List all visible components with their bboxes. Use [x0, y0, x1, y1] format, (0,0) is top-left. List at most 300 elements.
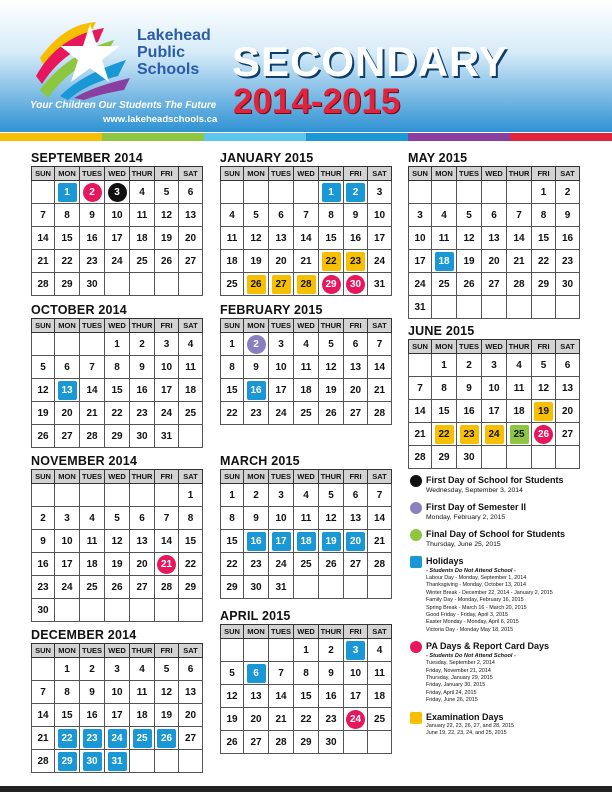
- day-cell: [556, 204, 580, 227]
- day-cell: [482, 423, 507, 446]
- day-number: [34, 484, 53, 503]
- week-row: [221, 402, 392, 425]
- day-cell: [319, 181, 344, 204]
- day-cell: [409, 204, 432, 227]
- weekday-header: TUES: [269, 625, 294, 639]
- day-number: 18: [373, 690, 386, 702]
- day-number: 13: [184, 209, 197, 221]
- week-row: [32, 181, 203, 204]
- day-number: 2: [346, 183, 365, 202]
- day-cell: [294, 507, 319, 530]
- day-cell: [344, 507, 368, 530]
- day-cell: [244, 356, 269, 379]
- day-cell: [55, 273, 80, 296]
- legend: [410, 474, 606, 744]
- day-cell: [179, 356, 203, 379]
- day-number: 1: [303, 644, 309, 656]
- day-cell: [482, 377, 507, 400]
- day-number: 15: [111, 384, 123, 396]
- day-number: 6: [139, 512, 145, 524]
- day-number: 25: [438, 278, 450, 290]
- day-cell: [179, 333, 203, 356]
- day-cell: [244, 662, 269, 685]
- day-cell: [179, 379, 203, 402]
- legend-line: Friday, November 21, 2014: [426, 667, 491, 674]
- weekday-header: SUN: [32, 470, 55, 484]
- day-number: 17: [488, 405, 500, 417]
- legend-holidays-note: - Students Do Not Attend School -: [426, 568, 516, 574]
- day-cell: [269, 576, 294, 599]
- calendar-january: [220, 150, 392, 296]
- day-number: 14: [300, 232, 312, 244]
- day-cell: [32, 704, 55, 727]
- day-number: 13: [184, 686, 197, 698]
- day-cell: [294, 356, 319, 379]
- day-number: 24: [414, 278, 426, 290]
- weekday-header: WED: [105, 167, 130, 181]
- day-number: 20: [275, 255, 287, 267]
- legend-line: Friday, January 30, 2015: [426, 682, 486, 689]
- month-grid: [408, 339, 580, 469]
- week-row: [221, 507, 392, 530]
- day-cell: [80, 681, 105, 704]
- month-title: JANUARY 2015: [220, 151, 314, 165]
- weekday-header: TUES: [80, 167, 105, 181]
- weekday-header: MON: [244, 167, 269, 181]
- week-row: [32, 402, 203, 425]
- day-number: 24: [373, 255, 386, 267]
- day-number: 25: [300, 558, 312, 570]
- day-number: 1: [187, 489, 194, 501]
- week-row: [32, 425, 203, 448]
- day-number: 16: [349, 232, 362, 244]
- day-cell: [221, 662, 244, 685]
- day-number: 1: [58, 183, 77, 202]
- day-number: 4: [303, 489, 309, 501]
- day-cell: [105, 658, 130, 681]
- day-number: 31: [414, 301, 426, 313]
- day-cell: [32, 227, 55, 250]
- day-cell: [409, 446, 432, 469]
- day-number: 7: [163, 512, 170, 524]
- day-number: 5: [40, 361, 46, 373]
- day-cell: [409, 273, 432, 296]
- weekday-header: SUN: [221, 319, 244, 333]
- day-cell: [55, 402, 80, 425]
- day-number: 5: [540, 359, 547, 371]
- day-cell: [432, 296, 457, 319]
- day-number: 22: [61, 255, 73, 267]
- day-number: 8: [114, 361, 120, 373]
- day-cell: [155, 658, 179, 681]
- day-number: 25: [86, 581, 98, 593]
- weekday-header: TUES: [457, 340, 482, 354]
- day-cell: [55, 553, 80, 576]
- day-number: 7: [516, 209, 522, 221]
- day-number: 23: [250, 558, 262, 570]
- day-number: 2: [247, 335, 266, 354]
- week-row: [409, 181, 580, 204]
- day-cell: [221, 333, 244, 356]
- weekday-header: FRI: [344, 167, 368, 181]
- day-number: 28: [86, 430, 98, 442]
- week-row: [221, 356, 392, 379]
- day-number: 27: [349, 407, 362, 419]
- day-number: 30: [561, 278, 574, 290]
- weekday-header: THUR: [319, 319, 344, 333]
- day-number: 26: [226, 736, 238, 748]
- legend-line: Spring Break - March 16 - March 20, 2015: [426, 604, 527, 611]
- week-row: [32, 204, 203, 227]
- day-cell: [80, 599, 105, 622]
- day-number: 4: [516, 359, 522, 371]
- week-row: [32, 576, 203, 599]
- week-row: [221, 639, 392, 662]
- day-cell: [409, 227, 432, 250]
- weekday-header: MON: [55, 319, 80, 333]
- day-number: 10: [275, 361, 287, 373]
- day-number: 14: [414, 405, 426, 417]
- week-row: [409, 250, 580, 273]
- day-cell: [130, 727, 155, 750]
- day-cell: [221, 507, 244, 530]
- day-cell: [105, 553, 130, 576]
- week-row: [32, 356, 203, 379]
- color-stripe-lightblue: [204, 133, 306, 141]
- weekday-header: TUES: [269, 470, 294, 484]
- day-cell: [368, 507, 392, 530]
- day-cell: [130, 402, 155, 425]
- day-cell: [507, 181, 532, 204]
- day-cell: [532, 423, 556, 446]
- day-cell: [457, 377, 482, 400]
- month-grid: [220, 166, 392, 296]
- weekday-header: THUR: [130, 470, 155, 484]
- green-circle-icon: [410, 529, 422, 541]
- day-number: [133, 273, 152, 292]
- day-cell: [105, 750, 130, 773]
- day-cell: [179, 658, 203, 681]
- day-number: 27: [488, 278, 500, 290]
- day-number: 27: [250, 736, 262, 748]
- day-cell: [32, 727, 55, 750]
- day-cell: [556, 250, 580, 273]
- legend-exams: [410, 711, 606, 738]
- day-number: 24: [346, 710, 365, 729]
- day-cell: [155, 507, 179, 530]
- day-number: 3: [417, 209, 423, 221]
- day-number: 12: [325, 512, 337, 524]
- day-number: 22: [537, 255, 550, 267]
- organization-name: Lakehead Public Schools: [137, 27, 211, 78]
- day-cell: [532, 354, 556, 377]
- day-cell: [244, 250, 269, 273]
- day-number: 13: [349, 512, 362, 524]
- day-cell: [294, 227, 319, 250]
- day-cell: [482, 400, 507, 423]
- day-number: 28: [373, 407, 386, 419]
- day-cell: [80, 576, 105, 599]
- calendar-december: [31, 627, 203, 773]
- month-title: JUNE 2015: [408, 324, 475, 338]
- day-number: 6: [278, 209, 284, 221]
- day-number: 17: [373, 232, 386, 244]
- day-number: 9: [564, 209, 571, 221]
- day-number: 13: [488, 232, 500, 244]
- day-number: 26: [37, 430, 49, 442]
- day-number: 22: [111, 407, 123, 419]
- day-cell: [432, 250, 457, 273]
- week-row: [221, 333, 392, 356]
- day-number: 30: [86, 278, 98, 290]
- day-cell: [432, 273, 457, 296]
- legend-line: Victoria Day - Monday May 18, 2015: [426, 626, 514, 633]
- day-number: 1: [114, 338, 120, 350]
- weekday-header: FRI: [155, 644, 179, 658]
- tagline: Your Children Our Students The Future: [30, 100, 217, 111]
- day-cell: [368, 576, 392, 599]
- black-circle-icon: [410, 475, 422, 487]
- day-cell: [55, 576, 80, 599]
- day-number: 8: [540, 209, 547, 221]
- weekday-header: THUR: [130, 319, 155, 333]
- day-number: 2: [83, 183, 102, 202]
- day-cell: [179, 250, 203, 273]
- day-number: 4: [229, 209, 235, 221]
- day-number: 12: [250, 232, 262, 244]
- week-row: [221, 553, 392, 576]
- day-number: 22: [300, 713, 312, 725]
- day-cell: [482, 273, 507, 296]
- day-cell: [130, 227, 155, 250]
- day-cell: [221, 379, 244, 402]
- week-row: [221, 273, 392, 296]
- day-cell: [80, 704, 105, 727]
- week-row: [409, 423, 580, 446]
- weekday-header: MON: [244, 625, 269, 639]
- day-number: 9: [328, 667, 334, 679]
- day-number: 16: [86, 232, 98, 244]
- weekday-header: THUR: [130, 167, 155, 181]
- day-number: 24: [275, 407, 287, 419]
- day-cell: [55, 333, 80, 356]
- day-number: 9: [253, 361, 259, 373]
- star-logo-icon: [34, 18, 132, 100]
- day-cell: [344, 662, 368, 685]
- day-cell: [155, 750, 179, 773]
- day-number: 4: [376, 644, 383, 656]
- day-number: [223, 639, 242, 658]
- day-number: [346, 731, 365, 750]
- day-cell: [244, 731, 269, 754]
- day-number: 16: [463, 405, 475, 417]
- day-cell: [294, 708, 319, 731]
- day-number: 11: [226, 232, 238, 244]
- day-cell: [482, 250, 507, 273]
- day-number: [157, 750, 176, 769]
- week-row: [32, 484, 203, 507]
- day-number: [435, 181, 454, 200]
- day-cell: [105, 227, 130, 250]
- legend-line: Thanksgiving - Monday, October 13, 2014: [426, 582, 526, 589]
- day-number: 13: [275, 232, 287, 244]
- day-number: 16: [86, 709, 98, 721]
- day-cell: [507, 354, 532, 377]
- day-number: 10: [61, 535, 73, 547]
- day-number: 14: [275, 690, 287, 702]
- weekday-header: SUN: [221, 625, 244, 639]
- website-url: www.lakeheadschools.ca: [103, 114, 218, 125]
- week-row: [221, 250, 392, 273]
- day-cell: [319, 553, 344, 576]
- day-number: 29: [184, 581, 197, 593]
- day-cell: [221, 181, 244, 204]
- week-row: [221, 484, 392, 507]
- day-cell: [32, 425, 55, 448]
- day-number: 12: [325, 361, 337, 373]
- day-cell: [319, 356, 344, 379]
- calendar-june: [408, 323, 580, 469]
- day-cell: [319, 227, 344, 250]
- day-number: 9: [40, 535, 46, 547]
- day-number: 27: [561, 428, 574, 440]
- day-number: [34, 333, 53, 352]
- day-cell: [457, 250, 482, 273]
- day-cell: [179, 727, 203, 750]
- weekday-header: TUES: [269, 319, 294, 333]
- month-title: DECEMBER 2014: [31, 628, 137, 642]
- day-number: 2: [139, 338, 145, 350]
- week-row: [221, 379, 392, 402]
- legend-first-day-date: Wednesday, September 3, 2014: [426, 487, 523, 494]
- legend-pa-days-title: PA Days & Report Card Days: [426, 641, 550, 652]
- day-cell: [80, 250, 105, 273]
- day-cell: [221, 484, 244, 507]
- weekday-header: SAT: [556, 340, 580, 354]
- day-number: 29: [226, 581, 238, 593]
- day-cell: [294, 484, 319, 507]
- day-cell: [319, 204, 344, 227]
- day-cell: [368, 402, 392, 425]
- day-cell: [532, 181, 556, 204]
- day-number: 24: [160, 407, 173, 419]
- day-number: 14: [373, 361, 386, 373]
- day-number: 29: [111, 430, 123, 442]
- week-row: [221, 204, 392, 227]
- day-cell: [55, 599, 80, 622]
- day-number: 30: [463, 451, 475, 463]
- day-cell: [155, 484, 179, 507]
- day-cell: [80, 227, 105, 250]
- day-number: 17: [272, 532, 291, 551]
- day-cell: [130, 681, 155, 704]
- day-cell: [155, 379, 179, 402]
- day-number: [181, 425, 200, 444]
- day-cell: [532, 204, 556, 227]
- day-cell: [130, 599, 155, 622]
- day-cell: [269, 204, 294, 227]
- day-cell: [55, 356, 80, 379]
- day-cell: [432, 377, 457, 400]
- day-cell: [482, 227, 507, 250]
- day-cell: [294, 530, 319, 553]
- day-cell: [179, 484, 203, 507]
- color-stripe-yellow: [0, 133, 102, 141]
- day-number: 22: [435, 425, 454, 444]
- day-number: 4: [303, 338, 309, 350]
- day-cell: [368, 639, 392, 662]
- day-number: [58, 484, 77, 503]
- day-number: 27: [272, 275, 291, 294]
- day-number: 7: [40, 209, 46, 221]
- day-number: 23: [460, 425, 479, 444]
- day-number: 25: [510, 425, 529, 444]
- day-cell: [55, 507, 80, 530]
- day-cell: [269, 708, 294, 731]
- day-cell: [319, 731, 344, 754]
- weekday-header: MON: [55, 644, 80, 658]
- day-cell: [344, 530, 368, 553]
- day-number: 6: [64, 361, 70, 373]
- day-number: 20: [61, 407, 73, 419]
- day-cell: [532, 400, 556, 423]
- day-number: [297, 181, 316, 200]
- day-cell: [507, 400, 532, 423]
- day-number: 6: [564, 359, 571, 371]
- weekday-header: TUES: [457, 167, 482, 181]
- school-year: 2014-2015: [233, 82, 401, 121]
- day-number: 19: [37, 407, 49, 419]
- week-row: [409, 377, 580, 400]
- day-number: 6: [491, 209, 497, 221]
- day-number: 3: [491, 359, 497, 371]
- weekday-header: SAT: [368, 625, 392, 639]
- day-number: 21: [157, 555, 176, 574]
- day-number: 9: [89, 209, 95, 221]
- day-cell: [55, 658, 80, 681]
- week-row: [221, 731, 392, 754]
- day-number: 23: [136, 407, 148, 419]
- day-number: 19: [325, 384, 337, 396]
- day-cell: [55, 750, 80, 773]
- legend-pa-days: [410, 640, 606, 704]
- day-number: [272, 639, 291, 658]
- day-cell: [532, 446, 556, 469]
- day-number: 28: [37, 755, 49, 767]
- day-number: [370, 731, 389, 750]
- day-number: 12: [37, 384, 49, 396]
- day-cell: [294, 181, 319, 204]
- day-number: 6: [352, 338, 359, 350]
- legend-first-day-title: First Day of School for Students: [426, 475, 564, 485]
- day-number: 2: [253, 489, 259, 501]
- day-cell: [244, 639, 269, 662]
- day-number: 30: [136, 430, 148, 442]
- day-cell: [457, 273, 482, 296]
- day-number: 15: [438, 405, 450, 417]
- weekday-header: FRI: [155, 470, 179, 484]
- day-cell: [105, 333, 130, 356]
- day-number: 20: [349, 384, 362, 396]
- day-number: 14: [37, 232, 49, 244]
- day-number: 26: [463, 278, 475, 290]
- day-cell: [344, 731, 368, 754]
- legend-semester-title: First Day of Semester II: [426, 502, 527, 512]
- weekday-header: FRI: [155, 167, 179, 181]
- day-cell: [221, 731, 244, 754]
- day-cell: [80, 507, 105, 530]
- day-cell: [179, 750, 203, 773]
